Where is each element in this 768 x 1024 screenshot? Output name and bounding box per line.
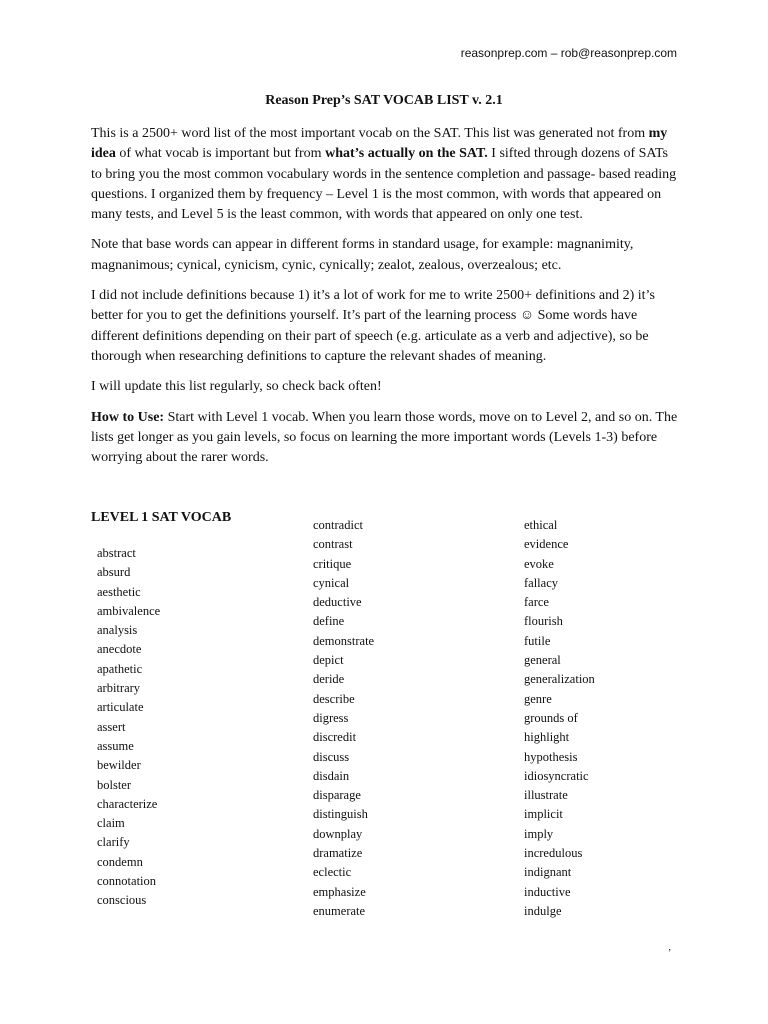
vocab-column-1 (97, 544, 160, 911)
vocab-word: arbitrary (97, 681, 141, 696)
vocab-word: discuss (313, 749, 350, 764)
vocab-word: inductive (524, 884, 571, 899)
vocab-word: apathetic (97, 661, 143, 676)
page-mark: ’ (668, 948, 672, 959)
vocab-word: disparage (313, 788, 361, 803)
vocab-word: analysis (97, 623, 138, 638)
intro-paragraph-4: I will update this list regularly, so check back often! (91, 379, 382, 395)
intro-paragraph-2: Note that base words can appear in different forms in standard usage, for example: magnanimity, magnanimous; cynical, cynicism, cynic, cynically; zealot, zealous, overzealous; etc. (91, 237, 634, 273)
vocab-word: emphasize (313, 884, 366, 899)
vocab-word: conscious (97, 893, 147, 908)
level-1-heading: LEVEL 1 SAT VOCAB (91, 510, 232, 525)
intro-p1-text-c: of what vocab is important but from (115, 146, 326, 162)
document-title: Reason Prep’s SAT VOCAB LIST v. 2.1 (265, 93, 503, 108)
vocab-word: abstract (97, 546, 136, 560)
vocab-word: indulge (524, 903, 562, 918)
vocab-word: grounds of (524, 710, 578, 725)
vocab-word: contradict (313, 518, 363, 532)
header-contact: reasonprep.com – rob@reasonprep.com (460, 46, 677, 60)
vocab-word: deductive (313, 595, 362, 610)
intro-paragraph-how-to-use (91, 408, 681, 469)
vocab-word: genre (524, 691, 552, 706)
vocab-word: dramatize (313, 846, 363, 861)
vocab-word: implicit (524, 807, 563, 822)
vocab-word: downplay (313, 826, 363, 841)
vocab-word: condemn (97, 854, 143, 869)
vocab-word: futile (524, 633, 551, 648)
intro-p1-text-a: This is a 2500+ word list of the most important vocab on the SAT. This list was generated not from (91, 126, 649, 141)
vocab-column-3 (524, 516, 595, 921)
intro-paragraph-1 (91, 124, 681, 225)
vocab-word: flourish (524, 614, 563, 629)
vocab-word: incredulous (524, 846, 583, 861)
vocab-word: ambivalence (97, 603, 161, 618)
vocab-word: enumerate (313, 903, 366, 918)
vocab-word: bewilder (97, 758, 141, 773)
vocab-word: disdain (313, 768, 350, 783)
vocab-word: articulate (97, 700, 144, 715)
vocab-word: critique (313, 556, 352, 571)
vocab-word: digress (313, 710, 349, 725)
vocab-word: define (313, 614, 345, 629)
vocab-column-2 (313, 516, 374, 921)
vocab-word: imply (524, 826, 554, 841)
vocab-word: highlight (524, 730, 570, 745)
vocab-word: contrast (313, 537, 353, 552)
vocab-word: deride (313, 672, 345, 687)
vocab-word: farce (524, 595, 549, 610)
vocab-word: anecdote (97, 642, 142, 657)
vocab-word: evoke (524, 556, 554, 571)
vocab-word: general (524, 653, 561, 668)
vocab-word: bolster (97, 777, 132, 792)
vocab-word: assert (97, 719, 126, 734)
vocab-word: demonstrate (313, 633, 375, 648)
vocab-word: assume (97, 738, 134, 753)
vocab-word: ethical (524, 518, 558, 532)
vocab-word: aesthetic (97, 584, 141, 599)
intro-section (91, 124, 681, 478)
vocab-word: cynical (313, 575, 350, 590)
vocab-word: describe (313, 691, 355, 706)
vocab-word: depict (313, 653, 344, 668)
intro-paragraph-3: I did not include definitions because 1) it’s a lot of work for me to write 2500+ definitions and 2) it’s better for you to get the definitions yourself. It’s part of the learning process ☺ Some words have different definitions depending on their part of speech (e.g. articulate as a verb and adjective), so be thorough when researching definitions to capture the relevant shades of meaning. (91, 288, 655, 364)
vocab-word: characterize (97, 796, 158, 811)
how-to-use-text: Start with Level 1 vocab. When you learn those words, move on to Level 2, and so on. The lists get longer as you gain levels, so focus on learning the more important words (Levels 1-3) before worrying about the rarer words. (91, 409, 678, 466)
vocab-word: idiosyncratic (524, 768, 589, 783)
how-to-use-label: How to Use: (91, 409, 165, 425)
vocab-word: eclectic (313, 865, 352, 880)
vocab-word: absurd (97, 565, 131, 580)
intro-p1-bold-my-idea: my idea (91, 126, 668, 162)
vocab-word: generalization (524, 672, 595, 687)
intro-p1-text-d: I sifted through dozens of SATs to bring you the most common vocabulary words in the sentence completion and passage- based reading questions. I organized them by frequency – Level 1 is the most common, with words that appeared on many tests, and Level 5 is the least common, with words that appeared on only one test. (91, 146, 677, 223)
vocab-word: evidence (524, 537, 569, 552)
vocab-word: fallacy (524, 575, 559, 590)
vocab-word: discredit (313, 730, 357, 745)
vocab-word: indignant (524, 865, 572, 880)
vocab-word: clarify (97, 835, 130, 850)
vocab-word: claim (97, 816, 125, 831)
intro-p1-bold-actual: what’s actually on the SAT. (325, 146, 488, 162)
vocab-word: connotation (97, 874, 157, 889)
vocab-word: distinguish (313, 807, 368, 822)
vocab-word: hypothesis (524, 749, 578, 764)
vocab-word: illustrate (524, 788, 568, 803)
